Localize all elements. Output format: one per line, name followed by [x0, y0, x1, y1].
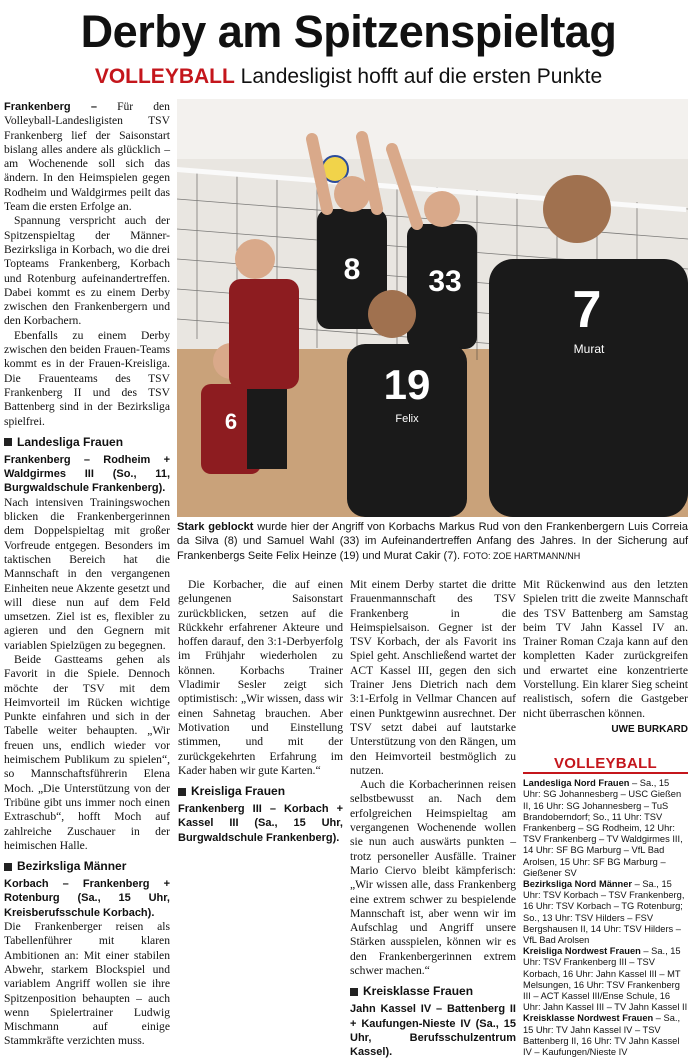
article-photo [177, 99, 688, 517]
fixtures-box [523, 755, 688, 1058]
kicker: VOLLEYBALL [94, 65, 235, 88]
jersey-number-8: 8 [343, 253, 361, 286]
author-byline: UWE BURKARD [611, 723, 688, 735]
section-square-icon [350, 988, 358, 996]
kreisklasse-paragraph-1: Mit Rückenwind aus den letzten Spielen tritt die zweite Mannschaft des TSV Battenberg am Samstag beim TV Jahn Kassel IV an. Trainer Roman Czaja kann auf den kompletten Kader zurückgreifen und erwartet eine konzentrierte Vorstellung. Ein klarer Sieg scheint realistisch, sofern die Gastgeber nicht überraschen können. [523, 578, 688, 720]
caption-text: wurde hier der Angriff von Korbachs Markus Rud von den Frankenbergern Luis Correia da Silva (8) und Samuel Wahl (33) im Aufeinandertreffen Anfang des Jahres. In der Sicherung auf Frankenbergs Seite Felix Heinze (19) und Murat Cakir (7). [177, 521, 688, 562]
page-headline: Derby am Spitzenspieltag [80, 6, 617, 57]
jersey-number-6: 6 [224, 409, 238, 434]
fixtures-entry: Kreisklasse Nordwest Frauen – Sa., 15 Uhr: TV Jahn Kassel IV – TSV Battenberg II, 16 Uhr: TV Jahn Kassel IV – Kaufungen/Nieste IV [523, 1013, 681, 1058]
fixtures-entry: Landesliga Nord Frauen – Sa., 15 Uhr: SG Johannesberg – USC Gießen II, 16 Uhr: SG Johannesberg – TuS Brandoberndorf; So., 11 Uhr: TSV Frankenberg – SG Rodheim, 12 Uhr: TSV Frankenberg – TV Waldgirmes III, 14 Uhr: SF BG Marburg – VfL Bad Arolsen, 15 Uhr: SF BG Marburg – Gießener SV [523, 778, 683, 878]
article-column-4 [523, 578, 688, 737]
jersey-number-33: 33 [428, 265, 462, 298]
page-subheadline [0, 64, 697, 90]
match-kreisliga: Frankenberg III – Korbach + Kassel III (Sa., 15 Uhr, Burgwaldschule Frankenberg). [178, 803, 343, 844]
section-square-icon [4, 863, 12, 871]
jersey-name-felix: Felix [395, 413, 419, 425]
article-column-2 [178, 578, 343, 845]
section-square-icon [178, 788, 186, 796]
landesliga-paragraph-1: Nach intensiven Trainingswochen blicken die Frankenbergerinnen dem Doppelspieltag mit großer Vorfreude entgegen. Besonders im taktischen Bereich hat die Mannschaft in den vergangenen Einheiten neue Akzente gesetzt und will diese nun auf dem Feld umsetzen. Ziel ist es, flexibler zu agieren und den Gegnern mit variablen Spielzügen zu begegnen. [4, 495, 170, 652]
kreisliga-paragraph-2: Auch die Korbacherinnen reisen selbstbewusst an. Nach dem erfolgreichen Heimspieltag am vergangenen Wochenende wollen sie nun auch auswärts punkten – trotz personeller Ausfälle. Trainer Mario Ciervo bleibt kämpferisch: „Wir wissen alle, dass Frankenberg eine extrem schwer zu bespielende Mannschaft ist, aber wenn wir im Aufschlag und Angriff unsere Stärken ausspielen, können wir es den Frankenbergerinnen extrem schwer machen.“ [350, 778, 516, 978]
bezirksliga-paragraph-1: Die Frankenberger reisen als Tabellenführer mit klaren Ambitionen an: Mit einer stabilen Abwehr, starkem Blockspiel und variablem Angriff wollen sie ihre Spitzenposition behaupten – auch wenn Spielertrainer Ludwig Mischmann auf einige Stammkräfte verzichten muss. [4, 920, 170, 1048]
kreisliga-paragraph-1: Mit einem Derby startet die dritte Frauenmannschaft des TSV Frankenberg in die Heimspielsaison. Gegner ist der TSV Korbach, der als Favorit ins Spiel geht. Anschließend wartet der ACT Kassel III, gegen den sich Trainer Jens Dietrich nach dem 3:1-Erfolg in Vellmar Chancen auf einen Punktgewinn ausrechnet. Der TSV setzt dabei auf lautstarke Unterstützung von den Rängen, um den Heimvorteil bestmöglich zu nutzen. [350, 578, 516, 777]
section-heading-kreisliga: Kreisliga Frauen [178, 784, 343, 799]
fixtures-entry: Bezirksliga Nord Männer – Sa., 15 Uhr: TSV Korbach – TSV Frankenberg, 16 Uhr: TSV Korbach – TG Rotenburg; So., 13 Uhr: TSV Hilders – FSV Bergshausen II, 14 Uhr: TSV Hilders – VfL Bad Arolsen [523, 879, 685, 946]
article-column-1 [4, 100, 170, 1049]
fixtures-entry: Kreisliga Nordwest Frauen – Sa., 15 Uhr: TSV Frankenberg III – TSV Korbach, 16 Uhr: Jahn Kassel III – MT Melsungen, 16 Uhr: TSV Frankenberg III – ACT Kassel III/Ense Schule, 16 Uhr: Jahn Kassel III – TV Jahn Kassel II [523, 946, 688, 1013]
photo-caption [177, 520, 688, 563]
bezirksliga-paragraph-2: Die Korbacher, die auf einen gelungenen Saisonstart zurückblicken, setzen auf die Rückkehr erfahrener Akteure und hoffen darauf, den 3:1-Derbyerfolg im Frühjahr wiederholen zu können. Korbachs Trainer Vladimir Sesler zeigt sich optimistisch: „Wir wissen, dass wir einen Sahnetag brauchen. Aber Motivation und Einstellung stimmen, und mit der zurückgekehrten Erfahrung im Kader haben wir gute Karten.“ [178, 578, 343, 777]
jersey-number-7: 7 [572, 281, 602, 339]
dateline: Frankenberg – [4, 101, 97, 113]
photo-credit: FOTO: ZOE HARTMANN/NH [463, 550, 581, 561]
section-heading-kreisklasse: Kreisklasse Frauen [350, 984, 516, 999]
section-heading-bezirksliga: Bezirksliga Männer [4, 859, 170, 874]
caption-lead: Stark geblockt [177, 521, 254, 533]
intro-paragraph-2: Spannung verspricht auch der Spitzenspieltag der Männer-Bezirksliga in Korbach, wo die drei Topteams Frankenberg, Korbach und Rotenburg aufeinandertreffen. Dabei kommt es zu einem Derby zwischen den Frankenbergern und den Korbachern. [4, 214, 170, 328]
volleyball-photo-illustration [177, 99, 688, 517]
match-landesliga: Frankenberg – Rodheim + Waldgirmes III (So., 11, Burgwaldschule Frankenberg). [4, 453, 170, 495]
landesliga-paragraph-2: Beide Gastteams gehen als Favorit in die Spiele. Dennoch möchte der TSV mit dem Heimvorteil im Rücken wichtige Punkte einfahren und sich in der Tabelle weiter behaupten. „Wir freuen uns, endlich wieder vor heimischem Publikum zu spielen“, so Mannschaftsführerin Elena Moch. „Die Unterstützung von der Tribüne gibt uns immer noch einen Extraschub“, hofft Moch auf zahlreiche Zuschauer in der heimischen Halle. [4, 652, 170, 852]
intro-paragraph-3: Ebenfalls zu einem Derby zwischen den beiden Frauen-Teams kommt es in der Frauen-Kreisliga. Die Frauenteams des TSV Frankenberg II und des TSV Battenberg sind in der Bezirksliga spielfrei. [4, 328, 170, 428]
fixtures-title: VOLLEYBALL [523, 758, 688, 774]
section-heading-landesliga: Landesliga Frauen [4, 435, 170, 450]
article-column-3 [350, 578, 516, 1060]
intro-paragraph-1: Frankenberg – Für den Volleyball-Landesligisten TSV Frankenberg lief der Saisonstart bislang alles andere als glücklich – am Wochenende soll sich das ändern. In den Heimspielen gegen Rodheim und Waldgirmes peilt das Team die ersten Erfolge an. [4, 100, 170, 214]
jersey-number-19: 19 [383, 361, 431, 408]
match-bezirksliga: Korbach – Frankenberg + Rotenburg (Sa., 15 Uhr, Kreisberufsschule Korbach). [4, 878, 170, 919]
subtitle: Landesligist hofft auf die ersten Punkte [240, 65, 603, 88]
jersey-name-murat: Murat [573, 342, 605, 356]
section-square-icon [4, 438, 12, 446]
match-kreisklasse: Jahn Kassel IV – Battenberg II + Kaufungen-Nieste IV (Sa., 15 Uhr, Berufsschulzentrum Kassel). [350, 1003, 516, 1059]
